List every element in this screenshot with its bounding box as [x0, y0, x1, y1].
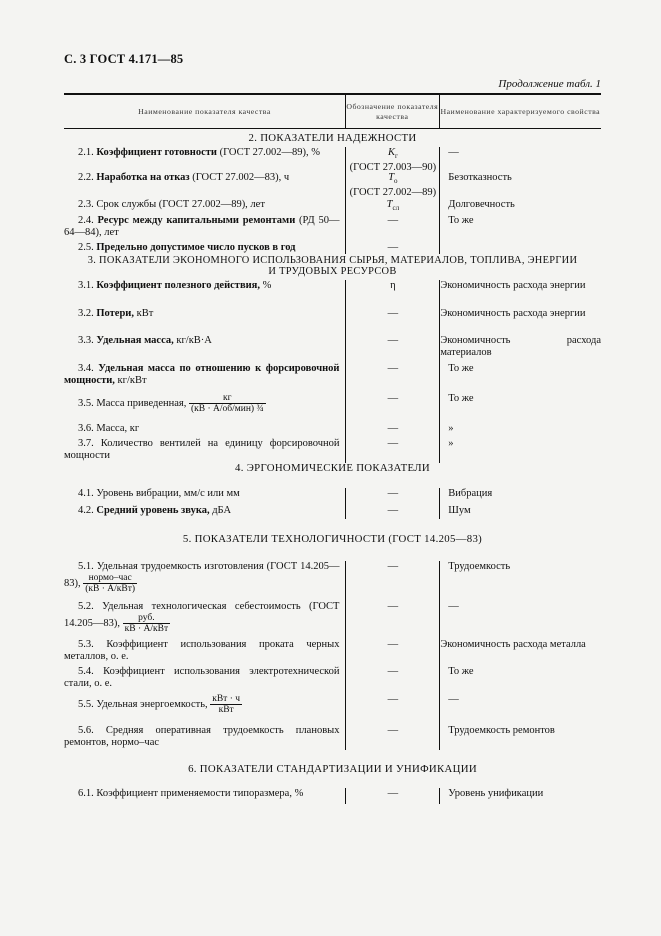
indicator-name: Средний уровень звука,: [96, 505, 210, 516]
table-row: [64, 725, 601, 750]
fraction-denominator: кВ · А/кВт: [124, 623, 169, 634]
indicator-details: Удельная энергоемкость,: [93, 698, 208, 710]
table-row: [64, 694, 601, 725]
indicator-details: Масса, кг: [93, 422, 140, 434]
fraction-numerator: нормо–час: [83, 573, 137, 584]
indicator-details: Масса приведенная,: [93, 397, 187, 409]
table-row: [64, 561, 601, 601]
indicator-details: Средняя оперативная трудоемкость плановых ремонтов, нормо–час: [64, 724, 340, 748]
symbol-subscript: о: [394, 176, 398, 185]
indicator-details: Срок службы (ГОСТ 27.002—89), лет: [93, 198, 265, 210]
table-row: [64, 601, 601, 639]
table-row: [64, 393, 601, 423]
indicator-name: Потери,: [96, 307, 134, 319]
table-row: [64, 199, 601, 215]
designation-value: η: [345, 280, 439, 308]
table-row: [64, 788, 601, 804]
designation-value: —: [345, 335, 439, 363]
indicator-name: Ресурс между капитальными ремонтами: [97, 214, 296, 226]
indicator-details: (ГОСТ 27.002—89), %: [216, 146, 321, 158]
designation-value: —: [345, 666, 439, 694]
row-number: 5.2.: [78, 600, 94, 612]
section-heading: 4. ЭРГОНОМИЧЕСКИЕ ПОКАЗАТЕЛИ: [235, 461, 430, 474]
section-heading: 6. ПОКАЗАТЕЛИ СТАНДАРТИЗАЦИИ И УНИФИКАЦИИ: [188, 762, 477, 775]
designation-value: —: [345, 505, 439, 519]
designation-value: —: [345, 242, 439, 254]
property-value: Трудоемкость ремонтов: [439, 725, 601, 750]
indicator-details: Количество вентилей на единицу форсировочной мощности: [64, 437, 340, 461]
designation-value: —: [345, 488, 439, 505]
table-row: [64, 363, 601, 393]
indicator-details: (ГОСТ 27.002—83), ч: [189, 171, 290, 183]
row-number: 5.6.: [78, 724, 94, 736]
property-value: То же: [439, 363, 601, 393]
table-row: [64, 639, 601, 666]
table-row: [64, 666, 601, 694]
indicator-name: Предельно допустимое число пусков в год: [96, 241, 296, 253]
row-number: 3.5.: [78, 397, 94, 409]
row-number: 3.3.: [78, 334, 94, 346]
row-number: 3.7.: [78, 437, 94, 449]
indicator-name: Удельная масса,: [96, 334, 174, 346]
table-header: [64, 93, 601, 129]
quality-indicators-table: [64, 93, 601, 804]
designation-value: —: [345, 308, 439, 335]
row-number: 5.5.: [78, 698, 94, 710]
indicator-details: дБА: [209, 505, 232, 516]
property-value: Безотказность: [439, 172, 601, 199]
unit-fraction: [210, 694, 242, 715]
property-value: Долговечность: [439, 199, 601, 215]
table-row: [64, 242, 601, 254]
property-value: Шум: [439, 505, 601, 519]
indicator-details: кг/кВ·А: [173, 334, 212, 346]
table-row: [64, 438, 601, 463]
row-number: 5.3.: [78, 638, 94, 650]
section-heading: 2. ПОКАЗАТЕЛИ НАДЕЖНОСТИ: [248, 132, 417, 144]
indicator-details: %: [259, 279, 272, 291]
indicator-name: Коэффициент полезного действия,: [96, 279, 260, 291]
row-number: 3.1.: [78, 279, 94, 291]
section-heading: 5. ПОКАЗАТЕЛИ ТЕХНОЛОГИЧНОСТИ (ГОСТ 14.205—83): [182, 533, 483, 545]
unit-fraction: [189, 393, 266, 414]
designation-value: —: [345, 438, 439, 463]
fraction-denominator: (кВ · А/кВт): [85, 583, 136, 594]
designation-value: —: [345, 393, 439, 423]
indicator-details: Удельная трудоемкость изготовления (ГОСТ 14.205—83),: [64, 560, 340, 589]
row-number: 5.4.: [78, 665, 94, 677]
property-value: Экономичность расхода энергии: [439, 308, 601, 335]
row-number: 2.2.: [78, 171, 94, 183]
property-value: То же: [439, 666, 601, 694]
designation-value: —: [345, 639, 439, 666]
fraction-numerator: руб.: [123, 613, 170, 624]
property-value: Трудоемкость: [439, 561, 601, 601]
table-row: [64, 423, 601, 438]
table-row: [64, 488, 601, 505]
row-number: 3.6.: [78, 422, 94, 434]
row-number: 3.2.: [78, 307, 94, 319]
symbol-subscript: сл: [392, 203, 400, 212]
indicator-symbol: T: [386, 198, 393, 210]
property-value: —: [439, 147, 601, 172]
standard-reference: (ГОСТ 27.003—90): [349, 161, 437, 173]
indicator-symbol: K: [387, 146, 395, 158]
row-number: 2.1.: [78, 146, 94, 158]
property-value: Экономичность расхода металла: [439, 639, 601, 666]
unit-fraction: [123, 613, 170, 634]
page-title: С. 3 ГОСТ 4.171—85: [64, 52, 184, 66]
designation-value: —: [345, 694, 439, 725]
table-row: [64, 280, 601, 308]
indicator-details: Коэффициент применяемости типоразмера, %: [93, 788, 304, 799]
row-number: 6.1.: [78, 788, 94, 799]
indicator-name: Коэффициент готовности: [96, 146, 217, 158]
symbol-subscript: г: [394, 151, 398, 160]
property-value: —: [439, 694, 601, 725]
row-number: 3.4.: [78, 362, 94, 374]
continuation-note: Продолжение табл. 1: [498, 78, 601, 90]
property-value: »: [439, 423, 601, 438]
table-row: [64, 308, 601, 335]
table-row: [64, 335, 601, 363]
property-value: [439, 242, 601, 254]
section-heading: 3. ПОКАЗАТЕЛИ ЭКОНОМНОГО ИСПОЛЬЗОВАНИЯ СЫРЬЯ, МАТЕРИАЛОВ, ТОПЛИВА, ЭНЕРГИИ И ТРУДОВЫХ РЕСУРСОВ: [87, 254, 578, 277]
designation-value: —: [345, 215, 439, 242]
row-number: 4.1.: [78, 488, 94, 499]
designation-value: —: [345, 601, 439, 639]
property-value: Экономичность расхода энергии: [439, 280, 601, 308]
row-number: 2.4.: [78, 214, 94, 226]
designation-value: —: [345, 788, 439, 804]
indicator-details: Удельная технологическая себестоимость (ГОСТ 14.205—83),: [64, 600, 340, 629]
col-name-header: Наименование показателя качества: [138, 106, 271, 116]
property-value: То же: [439, 393, 601, 423]
indicator-symbol: T: [388, 171, 395, 183]
indicator-details: кВт: [134, 307, 154, 319]
designation-value: —: [345, 725, 439, 750]
property-value: —: [439, 601, 601, 639]
table-row: [64, 147, 601, 172]
property-value: Уровень унификации: [439, 788, 601, 804]
fraction-numerator: кг: [189, 393, 266, 404]
row-number: 5.1.: [78, 560, 94, 572]
table-row: [64, 505, 601, 519]
col-designation-header: Обозначение показателя качества: [345, 95, 439, 128]
designation-value: —: [345, 561, 439, 601]
property-value: Вибрация: [439, 488, 601, 505]
standard-reference: (ГОСТ 27.002—89): [349, 186, 437, 198]
unit-fraction: [83, 573, 137, 594]
indicator-details: кг/кВт: [114, 374, 147, 386]
fraction-denominator: (кВ · А/об/мин) ¾: [191, 403, 264, 414]
indicator-details: Уровень вибрации, мм/с или мм: [93, 488, 240, 499]
indicator-name: Наработка на отказ: [96, 171, 190, 183]
indicator-details: Коэффициент использования электротехнической стали, о. е.: [64, 665, 340, 689]
table-row: [64, 215, 601, 242]
table-row: [64, 172, 601, 199]
row-number: 2.3.: [78, 198, 94, 210]
designation-value: —: [345, 363, 439, 393]
indicator-name: Удельная масса по отношению к форсировочной мощности,: [64, 362, 340, 386]
property-value: »: [439, 438, 601, 463]
row-number: 2.5.: [78, 241, 94, 253]
col-property-header: Наименование характеризуемого свойства: [439, 95, 601, 128]
designation-value: —: [345, 423, 439, 438]
row-number: 4.2.: [78, 505, 94, 516]
indicator-details: (РД 50—64—84), лет: [64, 214, 340, 238]
fraction-numerator: кВт · ч: [212, 693, 241, 704]
property-value: Экономичность расхода материалов: [439, 335, 601, 363]
indicator-details: Коэффициент использования проката черных металлов, о. е.: [64, 638, 340, 662]
fraction-denominator: кВт: [218, 704, 234, 715]
property-value: То же: [439, 215, 601, 242]
